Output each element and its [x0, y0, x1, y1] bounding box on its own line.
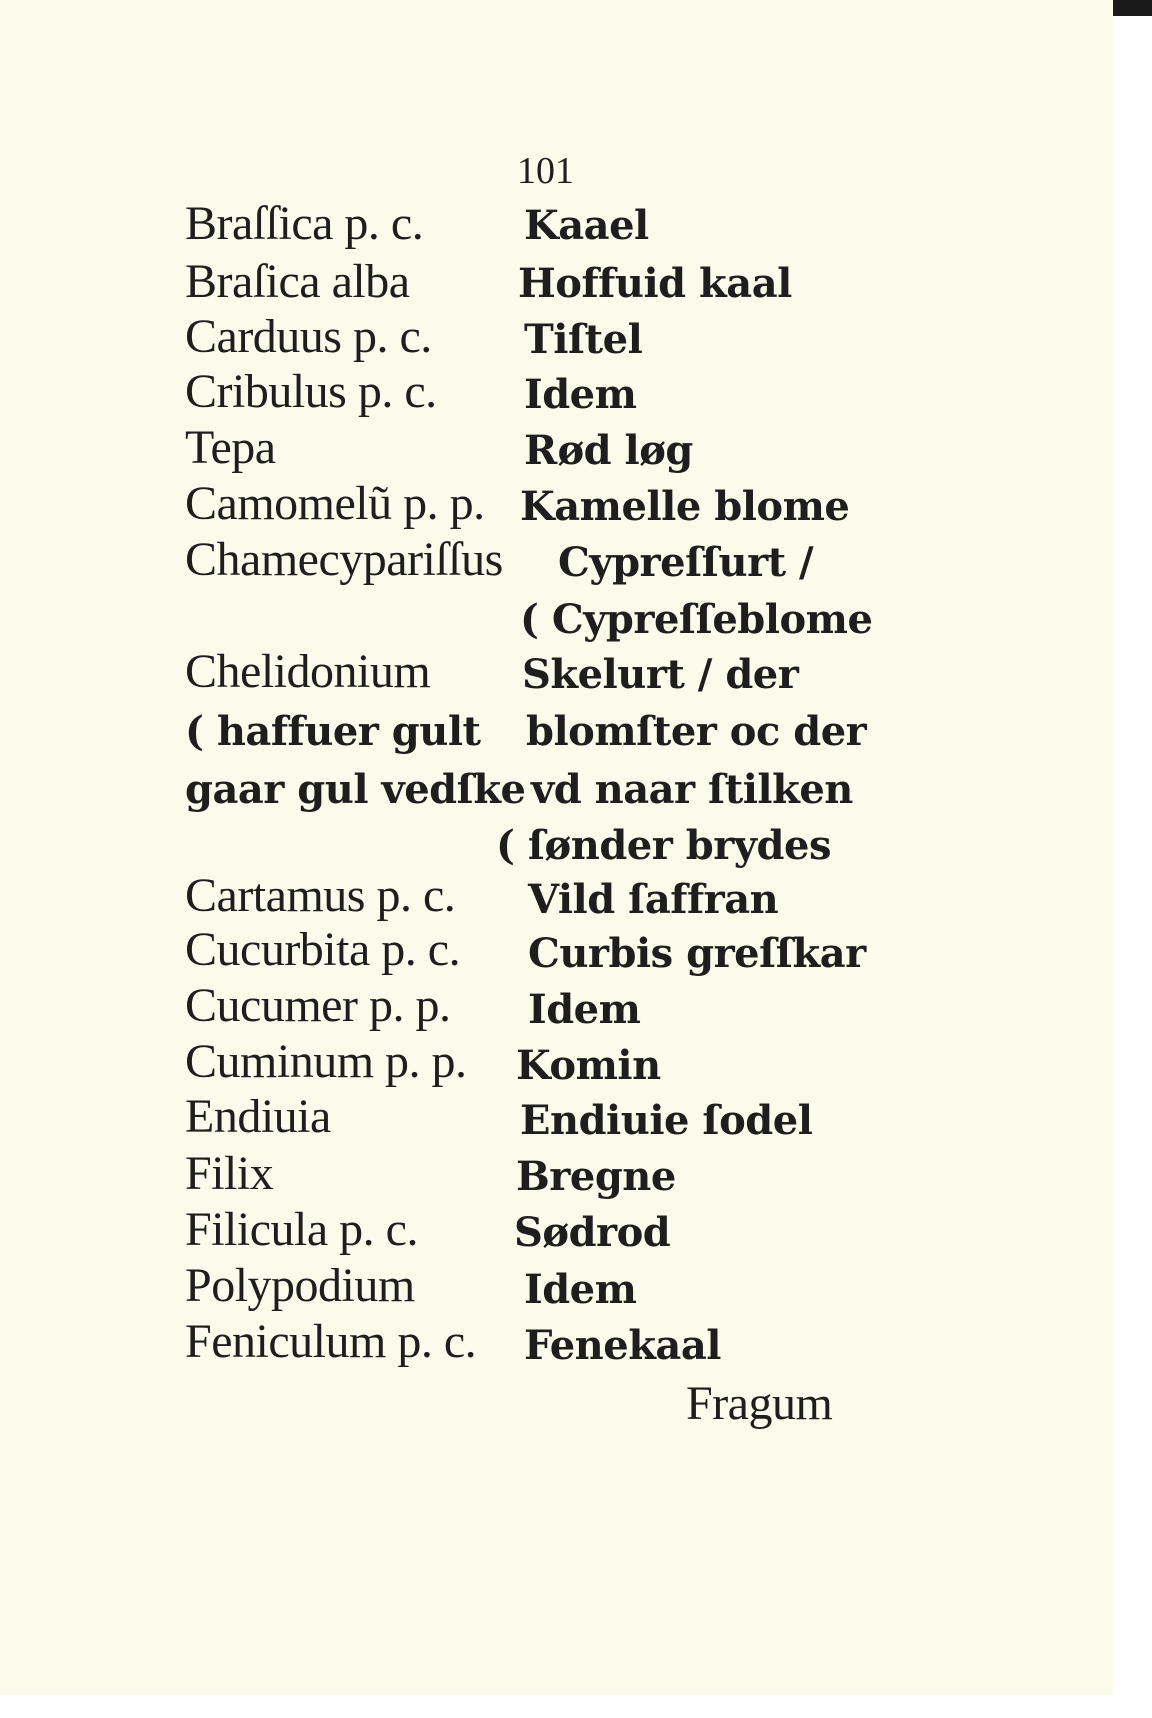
- latin-term: ( haffuer gult: [185, 708, 481, 755]
- latin-term: gaar gul vedſke: [185, 766, 526, 813]
- latin-term: Cuminum p. p.: [185, 1035, 467, 1088]
- danish-term: Bregne: [516, 1153, 676, 1200]
- latin-term: Chamecypariſſus: [185, 533, 503, 586]
- latin-term: Feniculum p. c.: [185, 1315, 477, 1368]
- danish-term: Idem: [524, 371, 637, 418]
- latin-term: Filicula p. c.: [185, 1203, 418, 1256]
- danish-term: Skelurt / der: [522, 651, 799, 698]
- danish-term: Endiuie ſodel: [520, 1097, 813, 1144]
- latin-term: Filix: [185, 1147, 274, 1200]
- danish-term: ( ſønder brydes: [496, 822, 831, 869]
- latin-term: Endiuia: [185, 1090, 331, 1143]
- danish-term: Sødrod: [514, 1209, 671, 1256]
- scan-edge-mark: [1113, 0, 1152, 16]
- latin-term: Camomelũ p. p.: [185, 477, 485, 530]
- latin-term: Chelidonium: [185, 645, 431, 698]
- danish-term: Kaael: [524, 202, 649, 249]
- danish-term: Kamelle blome: [520, 483, 850, 530]
- danish-term: Vild ſaffran: [528, 876, 779, 923]
- latin-term: Cartamus p. c.: [185, 869, 456, 922]
- latin-term: Braſica alba: [185, 255, 410, 308]
- danish-term: Idem: [524, 1266, 637, 1313]
- danish-term: blomſter oc der: [526, 708, 867, 755]
- latin-term: Cribulus p. c.: [185, 365, 437, 418]
- danish-term: ( Cypreſſeblome: [520, 596, 873, 643]
- danish-term: Rød løg: [524, 427, 693, 474]
- danish-term: Idem: [528, 986, 641, 1033]
- latin-term: Polypodium: [185, 1259, 415, 1312]
- latin-term: Carduus p. c.: [185, 310, 432, 363]
- latin-term: Cucurbita p. c.: [185, 923, 461, 976]
- danish-term: Hoffuid kaal: [518, 260, 792, 307]
- latin-term: Cucumer p. p.: [185, 979, 451, 1032]
- latin-term: Tepa: [185, 421, 276, 474]
- catchword: Fragum: [686, 1377, 833, 1430]
- danish-term: vd naar ſtilken: [531, 766, 853, 813]
- danish-term: Komin: [516, 1042, 661, 1089]
- danish-term: Cypreſſurt /: [558, 539, 814, 586]
- danish-term: Tiſtel: [524, 316, 643, 363]
- latin-term: Braſſica p. c.: [185, 197, 424, 250]
- danish-term: Fenekaal: [524, 1322, 721, 1369]
- page-number: 101: [517, 150, 574, 192]
- danish-term: Curbis greſſkar: [528, 930, 866, 977]
